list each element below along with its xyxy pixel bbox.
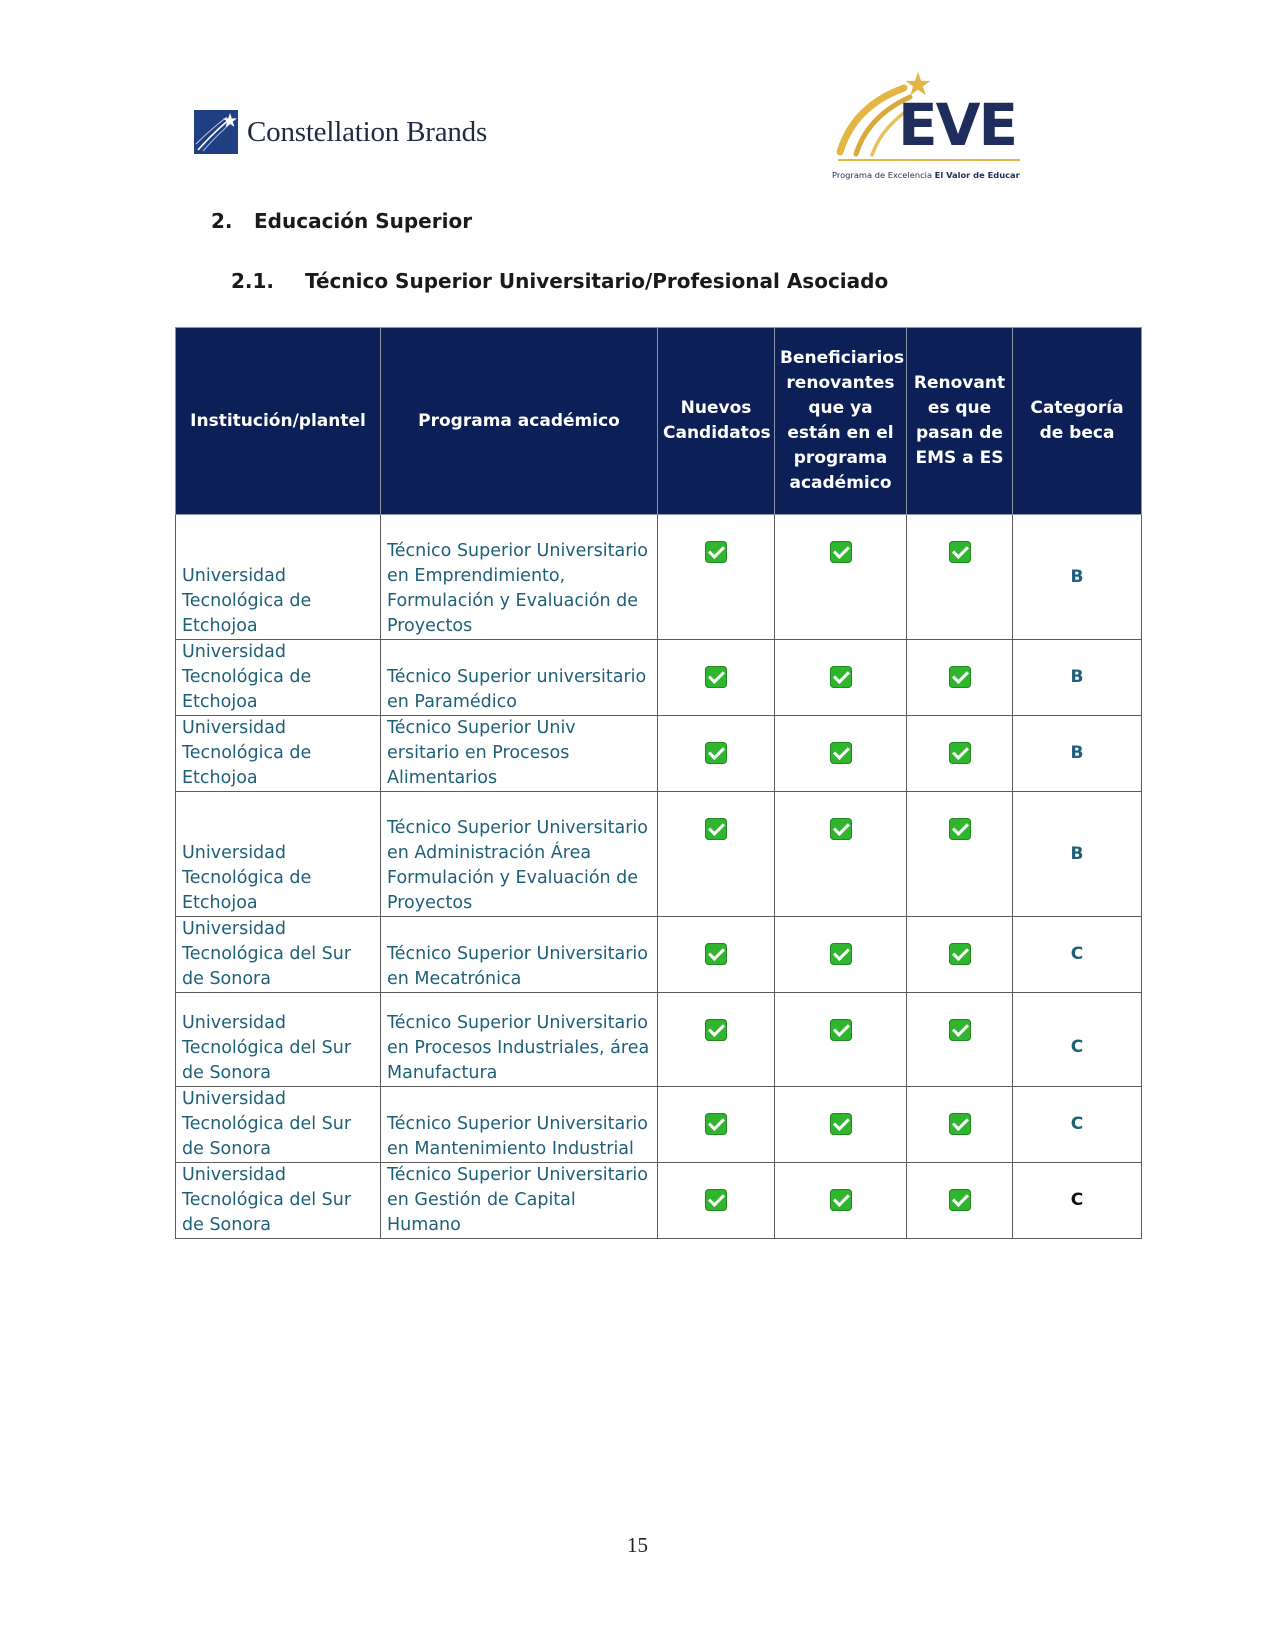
program-cell: Técnico Superior Universitario en Mecatrónica <box>381 917 658 993</box>
check-icon <box>830 666 852 688</box>
program-cell: Técnico Superior Universitario en Emprendimiento, Formulación y Evaluación de Proyectos <box>381 515 658 640</box>
check-icon <box>830 1019 852 1041</box>
check-icon <box>949 1113 971 1135</box>
check-icon <box>949 943 971 965</box>
check-icon <box>705 666 727 688</box>
institution-cell: Universidad Tecnológica del Sur de Sonora <box>176 917 381 993</box>
program-cell: Técnico Superior Universitario en Procesos Industriales, área Manufactura <box>381 993 658 1087</box>
eve-program-logo <box>832 72 1027 184</box>
check-icon <box>705 1019 727 1041</box>
eve-tagline-emphasis: El Valor de Educar <box>934 170 1020 180</box>
program-cell: Técnico Superior Universitario en Administración Área Formulación y Evaluación de Proyectos <box>381 792 658 917</box>
renewing-cell <box>775 515 907 640</box>
category-cell: C <box>1013 1163 1142 1239</box>
header-institution: Institución/plantel <box>176 328 381 515</box>
check-icon <box>949 541 971 563</box>
new-candidates-cell <box>658 515 775 640</box>
ems-to-es-cell <box>907 1087 1013 1163</box>
category-cell: B <box>1013 716 1142 792</box>
institution-cell: Universidad Tecnológica del Sur de Sonora <box>176 993 381 1087</box>
new-candidates-cell <box>658 1087 775 1163</box>
new-candidates-cell <box>658 640 775 716</box>
table-row <box>176 640 1142 716</box>
category-cell: B <box>1013 792 1142 917</box>
scholarship-programs-table <box>175 327 1142 1239</box>
check-icon <box>830 818 852 840</box>
subsection-title: Técnico Superior Universitario/Profesional Asociado <box>305 269 889 293</box>
check-icon <box>705 943 727 965</box>
institution-cell: Universidad Tecnológica del Sur de Sonora <box>176 1163 381 1239</box>
check-icon <box>705 818 727 840</box>
renewing-cell <box>775 917 907 993</box>
institution-cell: Universidad Tecnológica de Etchojoa <box>176 792 381 917</box>
new-candidates-cell <box>658 716 775 792</box>
header-program: Programa académico <box>381 328 658 515</box>
table-row <box>176 917 1142 993</box>
check-icon <box>949 1019 971 1041</box>
header-renewing-beneficiaries: Beneficiarios renovantes que ya están en el programa académico <box>775 328 907 515</box>
section-number: 2. <box>211 209 233 233</box>
ems-to-es-cell <box>907 716 1013 792</box>
page-number: 15 <box>627 1533 648 1557</box>
table-row <box>176 993 1142 1087</box>
check-icon <box>830 943 852 965</box>
check-icon <box>705 1113 727 1135</box>
program-cell: Técnico Superior Universitario en Mantenimiento Industrial <box>381 1087 658 1163</box>
renewing-cell <box>775 640 907 716</box>
constellation-brands-logo <box>194 110 487 154</box>
check-icon <box>949 818 971 840</box>
brand-name: Constellation Brands <box>247 115 488 148</box>
header-new-candidates: Nuevos Candidatos <box>658 328 775 515</box>
check-icon <box>705 1189 727 1211</box>
check-icon <box>949 666 971 688</box>
renewing-cell <box>775 1087 907 1163</box>
new-candidates-cell <box>658 1163 775 1239</box>
check-icon <box>830 1189 852 1211</box>
section-heading <box>211 209 473 233</box>
ems-to-es-cell <box>907 993 1013 1087</box>
new-candidates-cell <box>658 917 775 993</box>
program-cell: Técnico Superior Universitario en Gestión de Capital Humano <box>381 1163 658 1239</box>
ems-to-es-cell <box>907 515 1013 640</box>
shooting-star-icon <box>194 110 238 154</box>
ems-to-es-cell <box>907 792 1013 917</box>
check-icon <box>949 1189 971 1211</box>
check-icon <box>830 1113 852 1135</box>
program-cell: Técnico Superior universitario en Paramédico <box>381 640 658 716</box>
table-row <box>176 515 1142 640</box>
institution-cell: Universidad Tecnológica de Etchojoa <box>176 515 381 640</box>
program-cell: Técnico Superior Univ ersitario en Procesos Alimentarios <box>381 716 658 792</box>
table-row <box>176 1087 1142 1163</box>
renewing-cell <box>775 1163 907 1239</box>
subsection-heading <box>231 269 889 293</box>
renewing-cell <box>775 993 907 1087</box>
category-cell: B <box>1013 515 1142 640</box>
table-row <box>176 1163 1142 1239</box>
eve-wordmark: EVE <box>898 91 1017 159</box>
check-icon <box>830 541 852 563</box>
renewing-cell <box>775 792 907 917</box>
eve-tagline-prefix: Programa de Excelencia <box>832 170 933 180</box>
ems-to-es-cell <box>907 917 1013 993</box>
table-header-row <box>176 328 1142 515</box>
subsection-number: 2.1. <box>231 269 275 293</box>
check-icon <box>705 742 727 764</box>
institution-cell: Universidad Tecnológica de Etchojoa <box>176 640 381 716</box>
new-candidates-cell <box>658 993 775 1087</box>
check-icon <box>705 541 727 563</box>
ems-to-es-cell <box>907 1163 1013 1239</box>
ems-to-es-cell <box>907 640 1013 716</box>
category-cell: C <box>1013 917 1142 993</box>
renewing-cell <box>775 716 907 792</box>
header-ems-to-es: Renovant es que pasan de EMS a ES <box>907 328 1013 515</box>
header-scholarship-category: Categoría de beca <box>1013 328 1142 515</box>
new-candidates-cell <box>658 792 775 917</box>
check-icon <box>830 742 852 764</box>
table-row <box>176 792 1142 917</box>
section-title: Educación Superior <box>254 209 473 233</box>
table-row <box>176 716 1142 792</box>
institution-cell: Universidad Tecnológica del Sur de Sonora <box>176 1087 381 1163</box>
category-cell: B <box>1013 640 1142 716</box>
category-cell: C <box>1013 1087 1142 1163</box>
institution-cell: Universidad Tecnológica de Etchojoa <box>176 716 381 792</box>
check-icon <box>949 742 971 764</box>
category-cell: C <box>1013 993 1142 1087</box>
eve-tagline <box>832 170 1027 180</box>
